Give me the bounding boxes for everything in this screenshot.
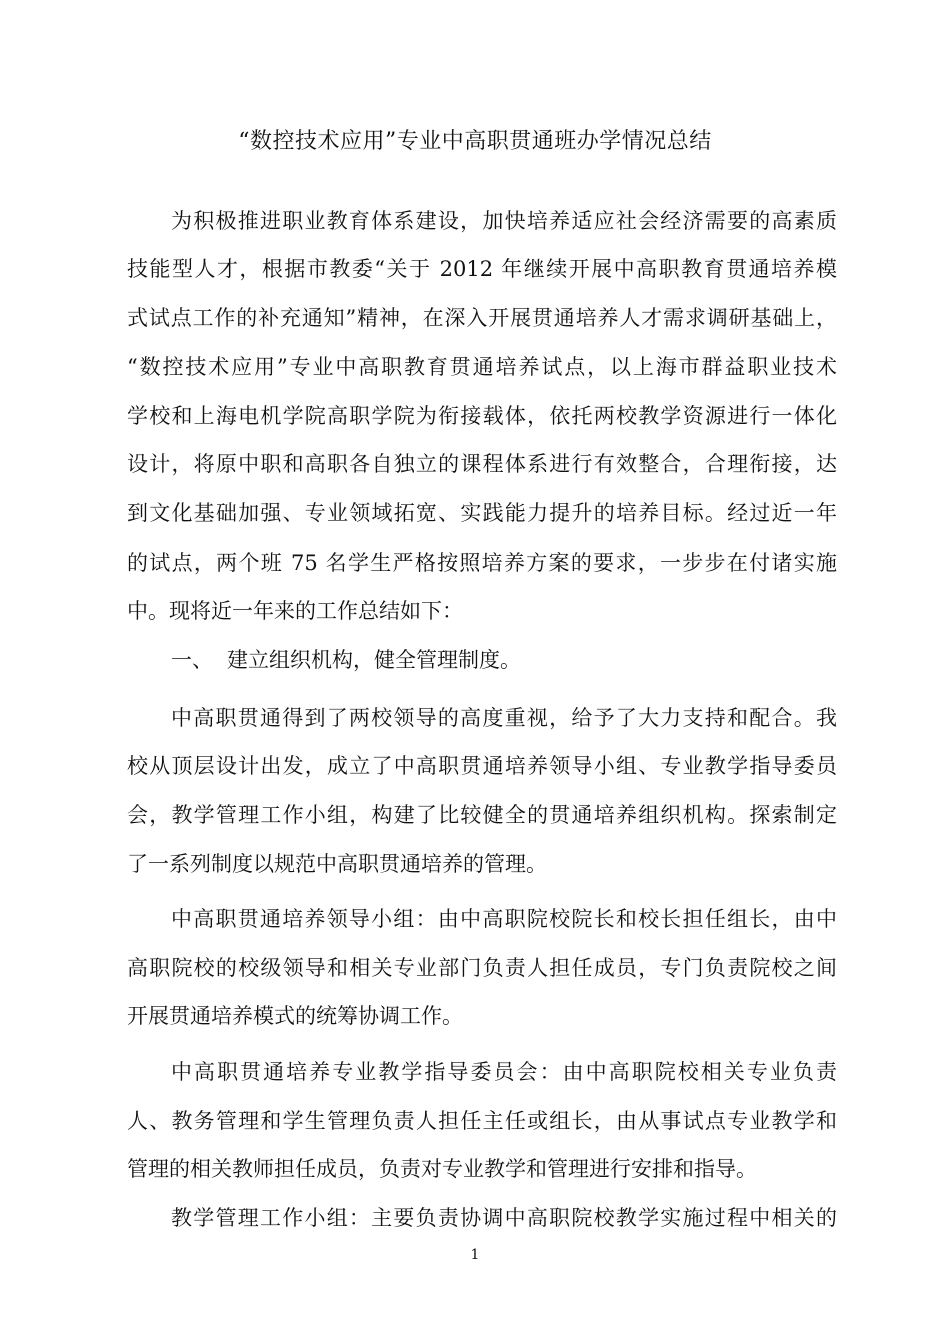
paragraph-line: 设计，将原中职和高职各自独立的课程体系进行有效整合，合理衔接，达 — [127, 452, 837, 476]
section-heading-text: 建立组织机构，健全管理制度。 — [227, 648, 521, 672]
paragraph-line: 校从顶层设计出发，成立了中高职贯通培养领导小组、专业教学指导委员 — [127, 754, 837, 778]
paragraph-line: 学校和上海电机学院高职学院为衔接载体，依托两校教学资源进行一体化 — [127, 404, 837, 428]
paragraph-line: 技能型人才，根据市教委“关于 2012 年继续开展中高职教育贯通培养模 — [127, 257, 837, 281]
paragraph-line: 开展贯通培养模式的统筹协调工作。 — [127, 1004, 463, 1028]
page-number: 1 — [470, 1247, 480, 1263]
paragraph-line: 会，教学管理工作小组，构建了比较健全的贯通培养组织机构。探索制定 — [127, 803, 837, 827]
paragraph-line: 中高职贯通培养领导小组：由中高职院校院长和校长担任组长，由中 — [171, 907, 837, 931]
paragraph-line: 到文化基础加强、专业领域拓宽、实践能力提升的培养目标。经过近一年 — [127, 501, 837, 525]
section-number: 一、 — [171, 648, 213, 672]
paragraph-line: 人、教务管理和学生管理负责人担任主任或组长，由从事试点专业教学和 — [127, 1109, 837, 1133]
document-title: “数控技术应用”专业中高职贯通班办学情况总结 — [238, 129, 712, 154]
paragraph-line: 教学管理工作小组：主要负责协调中高职院校教学实施过程中相关的 — [171, 1206, 837, 1230]
section-heading — [127, 640, 837, 680]
paragraph-line: 中高职贯通得到了两校领导的高度重视，给予了大力支持和配合。我 — [171, 706, 837, 730]
paragraph-line: 了一系列制度以规范中高职贯通培养的管理。 — [127, 852, 547, 876]
paragraph-line: 管理的相关教师担任成员，负责对专业教学和管理进行安排和指导。 — [127, 1157, 757, 1181]
paragraph-line: 式试点工作的补充通知”精神，在深入开展贯通培养人才需求调研基础上， — [127, 306, 837, 330]
paragraph-line: 中高职贯通培养专业教学指导委员会：由中高职院校相关专业负责 — [171, 1060, 837, 1084]
paragraph-line: 高职院校的校级领导和相关专业部门负责人担任成员，专门负责院校之间 — [127, 956, 837, 980]
paragraph-line: 中。现将近一年来的工作总结如下： — [127, 599, 463, 623]
paragraph-line: 的试点，两个班 75 名学生严格按照培养方案的要求，一步步在付诸实施 — [127, 551, 837, 575]
paragraph-line: “数控技术应用”专业中高职教育贯通培养试点，以上海市群益职业技术 — [127, 355, 837, 379]
paragraph-line: 为积极推进职业教育体系建设，加快培养适应社会经济需要的高素质 — [171, 209, 837, 233]
